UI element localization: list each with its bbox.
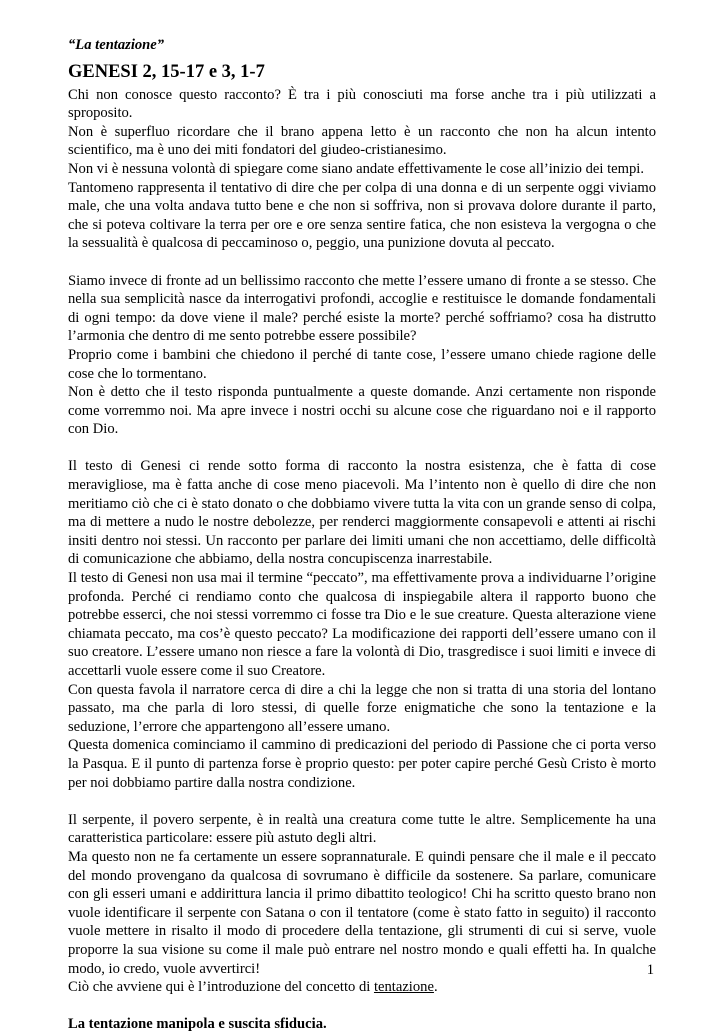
- paragraph: Ma questo non ne fa certamente un essere soprannaturale. E quindi pensare che il male e il peccato del mondo provengano da qualcosa di sovrumano è difficile da sostenere. Sa parlare, comunicare con gli esseri umani e addirittura lancia il primo dibattito teologico! Chi ha scritto questo brano non vuole identificare il serpente con Satana o con il tentatore (come è stato fatto in seguito) il racconto vuole mettere in risalto il modo di procedere della tentazione, gli strumenti di cui si serve, vuole proporre la sua visione su come il male può entrare nel nostro mondo e quali effetti ha. In qualche modo, io credo, vuole avvertirci!: [68, 848, 656, 977]
- document-title: GENESI 2, 15-17 e 3, 1-7: [68, 61, 265, 82]
- paragraph: Non vi è nessuna volontà di spiegare come siano andate effettivamente le cose all’inizio dei tempi.: [68, 160, 644, 177]
- paragraph: Chi non conosce questo racconto? È tra i più conosciuti ma forse anche tra i più utilizzati a sproposito.: [68, 86, 656, 122]
- paragraph: Il testo di Genesi ci rende sotto forma di racconto la nostra esistenza, che è fatta di cose meravigliose, ma è fatta anche di cose meno piacevoli. Ma l’intento non è quello di dire che non meritiamo ciò che ci è stato donato o che dobbiamo vivere tutta la vita con un grande senso di colpa, ma di mettere a nudo le nostre debolezze, per renderci maggiormente consapevoli e attenti ai rischi insiti dentro noi stessi. Un racconto per parlare dei limiti umani che non accettiamo, delle difficoltà di comunicazione che abbiamo, della nostra concupiscenza inarrestabile.: [68, 458, 656, 568]
- document-subtitle: “La tentazione”: [68, 37, 165, 53]
- paragraph-last-line: [68, 978, 656, 997]
- paragraph: Con questa favola il narratore cerca di dire a chi la legge che non si tratta di una storia del lontano passato, ma che parla di loro stessi, di quelle forze enigmatiche che sono la tentazione e la seduzione, l’errore che appartengono all’essere umano.: [68, 681, 656, 735]
- document-page: [68, 36, 656, 1034]
- paragraph: Tantomeno rappresenta il tentativo di dire che per colpa di una donna e di un serpente oggi viviamo male, che una volta andava tutto bene e che non si soffriva, non si provava dolore durante il parto, che si poteva coltivare la terra per ore e ore senza sentire fatica, che non esisteva la vergogna o che la sessualità è qualcosa di peccaminoso o, peggio, una punizione dovuta al peccato.: [68, 179, 656, 252]
- paragraph: Il serpente, il povero serpente, è in realtà una creatura come tutte le altre. Semplicemente ha una caratteristica particolare: essere più astuto degli altri.: [68, 811, 656, 847]
- section-heading: La tentazione manipola e suscita sfiducia.: [68, 1016, 327, 1033]
- page-number: 1: [646, 962, 654, 978]
- paragraph: Questa domenica cominciamo il cammino di predicazioni del periodo di Passione che ci porta verso la Pasqua. E il punto di partenza forse è proprio questo: per poter capire perché Gesù Cristo è morto per noi dobbiamo partire dalla nostra condizione.: [68, 737, 656, 791]
- last-line-period: .: [433, 979, 438, 996]
- tentazione-underlined-term: tentazione: [373, 979, 434, 996]
- paragraph: Siamo invece di fronte ad un bellissimo racconto che mette l’essere umano di fronte a se stesso. Che nella sua semplicità nasce da interrogativi profondi, accoglie e restituisce le domande fondamentali di ogni tempo: da dove viene il male? perché esiste la morte? perché soffriamo? cosa ha distrutto l’armonia che dentro di me sento potrebbe essere possibile?: [68, 272, 656, 345]
- paragraph: Il testo di Genesi non usa mai il termine “peccato”, ma effettivamente prova a individuarne l’origine profonda. Perché ci rendiamo conto che qualcosa di inspiegabile altera il rapporto buono che potrebbe esserci, che noi stessi vorremmo ci fosse tra Dio e le sue creature. Questa alterazione viene chiamata peccato, ma cos’è questo peccato? La modificazione dei rapporti dell’essere umano con il suo creatore. L’essere umano non riesce a fare la volontà di Dio, trasgredisce i suoi limiti e invece di accettarli vuole essere come il suo Creatore.: [68, 570, 656, 679]
- paragraph: Proprio come i bambini che chiedono il perché di tante cose, l’essere umano chiede ragione delle cose che lo tormentano.: [68, 346, 656, 382]
- paragraph: Non è detto che il testo risponda puntualmente a queste domande. Anzi certamente non risponde come vorremmo noi. Ma apre invece i nostri occhi su alcune cose che riguardano noi e il rapporto con Dio.: [68, 384, 656, 438]
- paragraph-block-4: [68, 811, 656, 997]
- paragraph-block-2: [68, 272, 656, 439]
- last-line-text: Ciò che avviene qui è l’introduzione del concetto di: [68, 979, 374, 996]
- paragraph-block-3: [68, 457, 656, 792]
- paragraph-block-1: [68, 86, 656, 253]
- paragraph: Non è superfluo ricordare che il brano appena letto è un racconto che non ha alcun intento scientifico, ma è uno dei miti fondatori del giudeo-cristianesimo.: [68, 123, 656, 159]
